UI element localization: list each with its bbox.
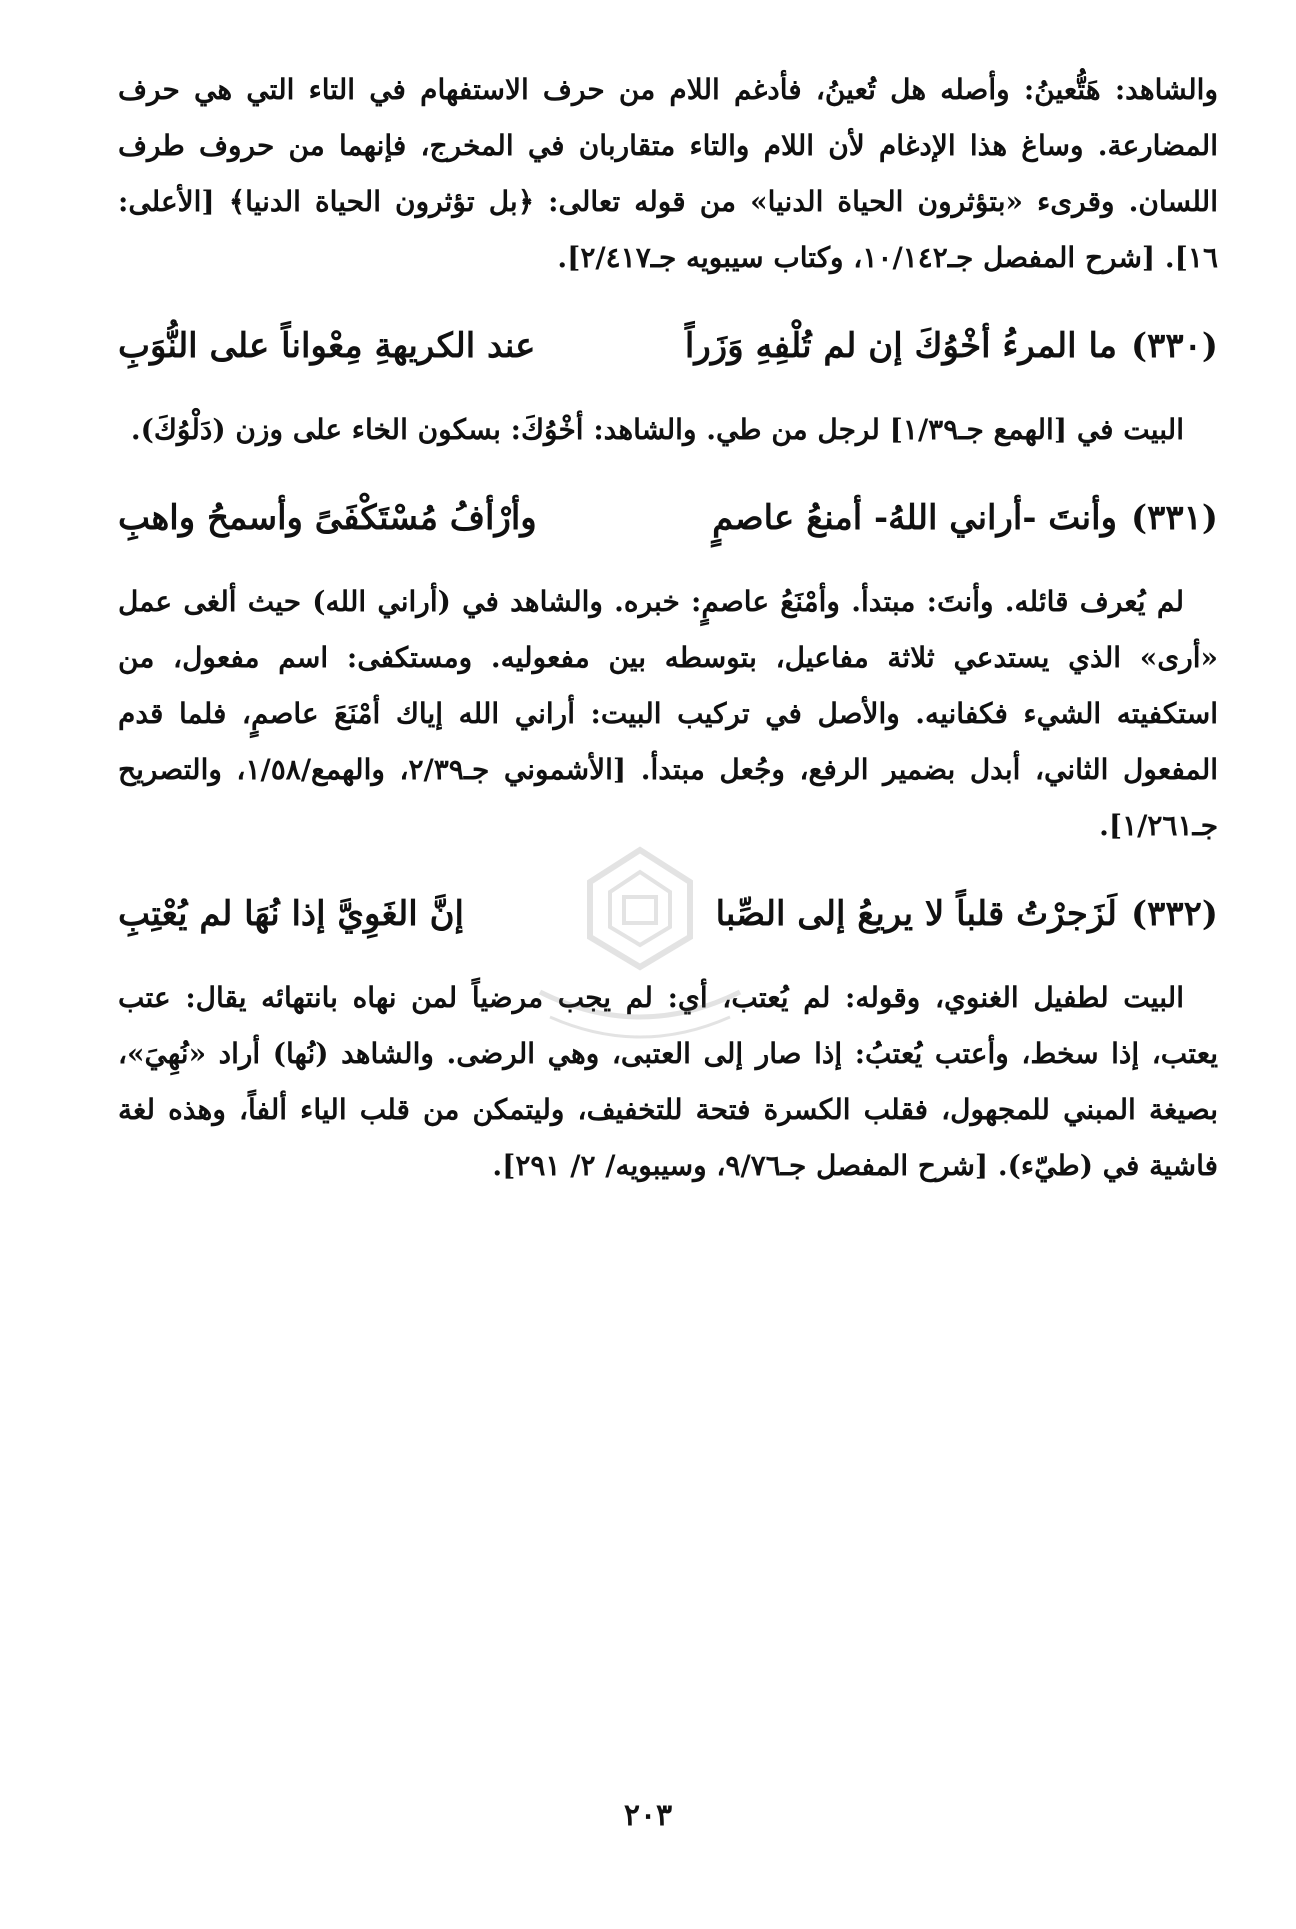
- verse-hemistich-second: عند الكريهةِ مِعْواناً على النُّوَبِ: [117, 326, 536, 366]
- verse-hemistich-first: لَزَجرْتُ قلباً لا يريعُ إلى الصِّبا: [715, 894, 1118, 934]
- page-number: ٢٠٣: [623, 1798, 673, 1833]
- verse-330: [118, 314, 1218, 378]
- page-body: [118, 62, 1218, 1194]
- verse-hemistich-first: ما المرءُ أخْوُكَ إن لم تُلْفِهِ وَزَراً: [684, 326, 1118, 366]
- verse-commentary: لم يُعرف قائله. وأنتَ: مبتدأ. وأمْنَعُ عاصمٍ: خبره. والشاهد في (أراني الله) حيث ألغى عمل «أرى» الذي يستدعي ثلاثة مفاعيل، بتوسطه بين مفعوليه. ومستكفى: اسم مفعول، من استكفيته الشيء فكفانيه. والأصل في تركيب البيت: أراني الله إياك أمْنَعَ عاصمٍ، فلما قدم المفعول الثاني، أبدل بضمير الرفع، وجُعل مبتدأ. [الأشموني جـ٢/٣٩، والهمع/١/٥٨، والتصريح جـ١/٢٦١].: [118, 585, 1218, 842]
- verse-number: (٣٣٢): [1131, 894, 1218, 934]
- verse-commentary: البيت في [الهمع جـ١/٣٩] لرجل من طي. والشاهد: أخْوُكَ: بسكون الخاء على وزن (دَلْوُكَ).: [130, 413, 1184, 446]
- verse-331: [118, 486, 1218, 550]
- verse-number: (٣٣١): [1131, 498, 1218, 538]
- verse-hemistich-second: وأرْأفُ مُسْتَكْفَىً وأسمحُ واهبِ: [117, 498, 537, 538]
- verse-number: (٣٣٠): [1131, 326, 1218, 366]
- verse-332: [118, 882, 1218, 946]
- verse-commentary: البيت لطفيل الغنوي، وقوله: لم يُعتب، أي: لم يجب مرضياً لمن نهاه بانتهائه يقال: عتب يعتب، إذا سخط، وأعتب يُعتبُ: إذا صار إلى العتبى، وهي الرضى. والشاهد (نُها) أراد «نُهِيَ»، بصيغة المبني للمجهول، فقلب الكسرة فتحة للتخفيف، وليتمكن من قلب الياء ألفاً، وهذه لغة فاشية في (طيّء). [شرح المفصل جـ٩/٧٦، وسيبويه/ ٢/ ٢٩١].: [118, 981, 1218, 1182]
- verse-hemistich-first: وأنتَ -أراني اللهُ- أمنعُ عاصمٍ: [712, 498, 1118, 538]
- intro-paragraph: والشاهد: هَتُّعينُ: وأصله هل تُعينُ، فأدغم اللام من حرف الاستفهام في التاء التي هي حرف المضارعة. وساغ هذا الإدغام لأن اللام والتاء متقاربان في المخرج، فإنهما من حروف طرف اللسان. وقرىء «بتؤثرون الحياة الدنيا» من قوله تعالى: ﴿بل تؤثرون الحياة الدنيا﴾ [الأعلى: ١٦]. [شرح المفصل جـ١٠/١٤٢، وكتاب سيبويه جـ٢/٤١٧].: [118, 73, 1218, 274]
- verse-hemistich-second: إنَّ الغَوِيَّ إذا نُهَا لم يُعْتِبِ: [117, 894, 464, 934]
